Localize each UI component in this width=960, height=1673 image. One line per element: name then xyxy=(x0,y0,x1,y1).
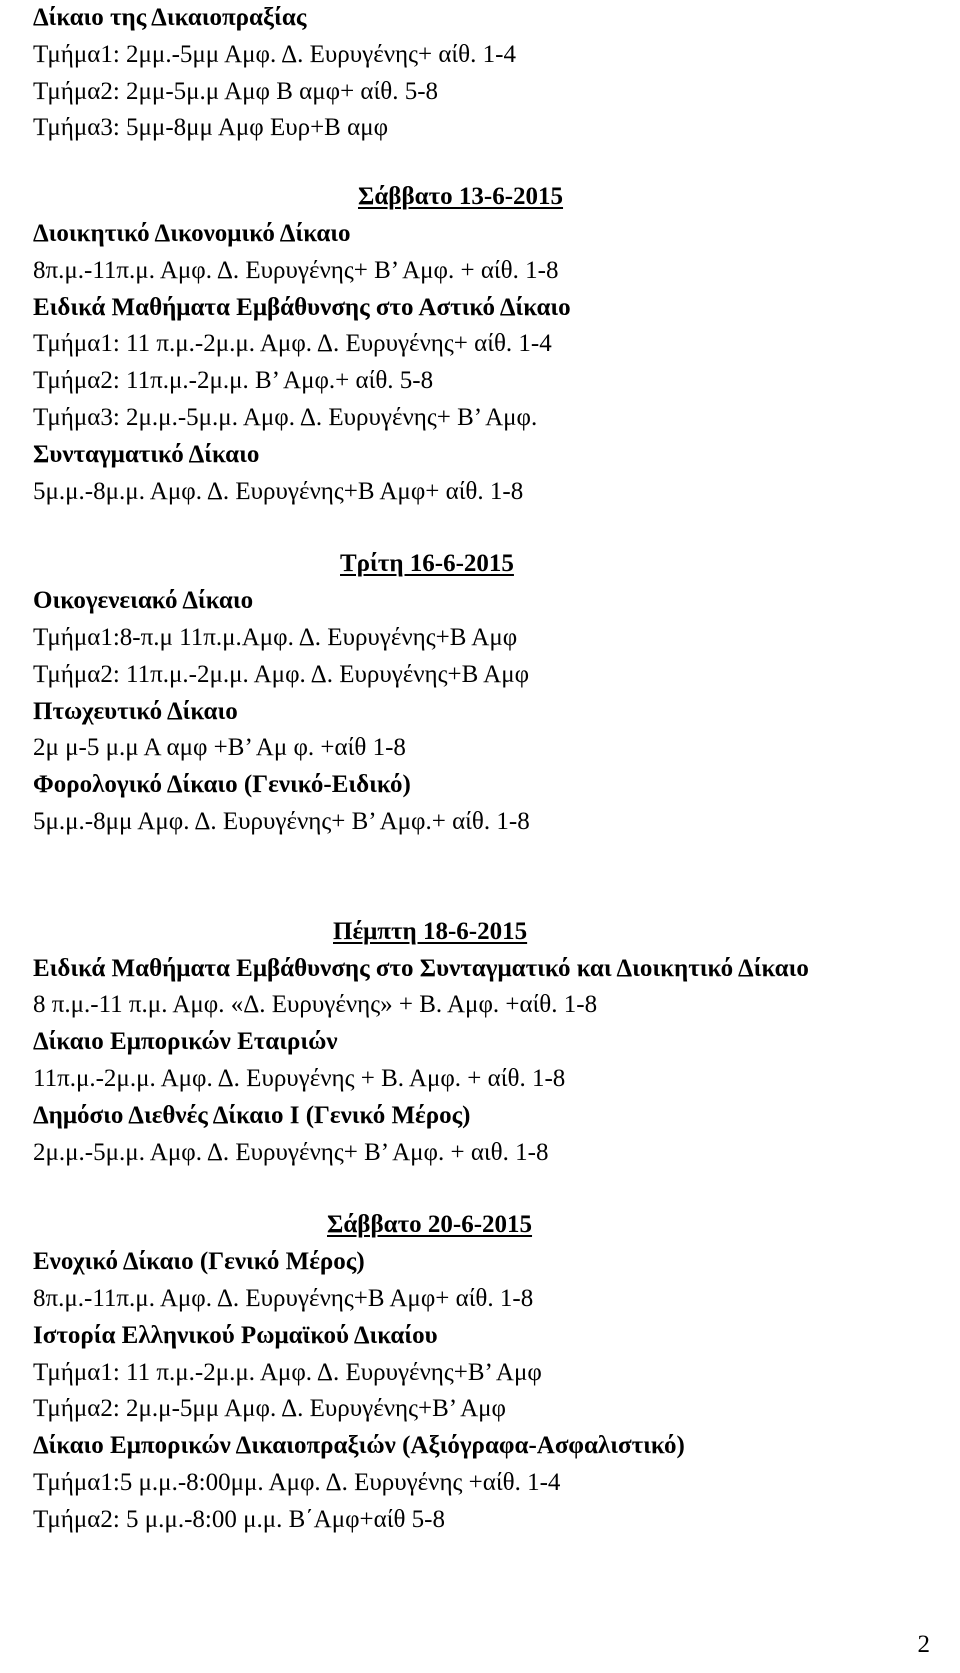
subject-heading: Ειδικά Μαθήματα Εμβάθυνσης στο Συνταγματικό και Διοικητικό Δίκαιο xyxy=(33,954,809,982)
schedule-line: Τμήμα1:8-π.μ 11π.μ.Αμφ. Δ. Ευρυγένης+Β Αμφ xyxy=(33,623,518,651)
spacer xyxy=(33,841,933,914)
schedule-line: Τμήμα2: 5 μ.μ.-8:00 μ.μ. Β΄Αμφ+αίθ 5-8 xyxy=(33,1505,446,1533)
subject-heading: Δίκαιο της Δικαιοπραξίας xyxy=(33,4,307,31)
subject-heading: Συνταγματικό Δίκαιο xyxy=(33,440,260,468)
schedule-line: Τμήμα2: 2μμ-5μ.μ Αμφ Β αμφ+ αίθ. 5-8 xyxy=(33,77,439,105)
date-heading-text: Πέμπτη 18-6-2015 xyxy=(333,917,528,945)
schedule-line: Τμήμα3: 2μ.μ.-5μ.μ. Αμφ. Δ. Ευρυγένης+ Β’ Αμφ. xyxy=(33,403,538,431)
subject-heading: Ενοχικό Δίκαιο (Γενικό Μέρος) xyxy=(33,1248,365,1276)
subject-heading: Διοικητικό Δικονομικό Δίκαιο xyxy=(33,219,351,247)
schedule-line: Τμήμα3: 5μμ-8μμ Αμφ Ευρ+Β αμφ xyxy=(33,114,389,142)
schedule-line: Τμήμα1: 11 π.μ.-2μ.μ. Αμφ. Δ. Ευρυγένης+ αίθ. 1-4 xyxy=(33,330,552,358)
date-heading xyxy=(33,546,933,583)
schedule-line: Τμήμα1:5 μ.μ.-8:00μμ. Αμφ. Δ. Ευρυγένης +αίθ. 1-4 xyxy=(33,1468,561,1496)
spacer xyxy=(33,510,933,546)
schedule-line: Τμήμα1: 2μμ.-5μμ Αμφ. Δ. Ευρυγένης+ αίθ. 1-4 xyxy=(33,40,516,68)
subject-heading: Ειδικά Μαθήματα Εμβάθυνσης στο Αστικό Δίκαιο xyxy=(33,293,571,321)
date-heading-text: Σάββατο 20-6-2015 xyxy=(327,1211,533,1239)
subject-heading: Ιστορία Ελληνικού Ρωμαϊκού Δικαίου xyxy=(33,1321,438,1349)
subject-heading: Δίκαιο Εμπορικών Εταιριών xyxy=(33,1028,338,1056)
schedule-line: Τμήμα2: 11π.μ.-2μ.μ. Αμφ. Δ. Ευρυγένης+Β Αμφ xyxy=(33,660,530,688)
date-heading xyxy=(33,914,933,951)
schedule-line: 8π.μ.-11π.μ. Αμφ. Δ. Ευρυγένης+ Β’ Αμφ. + αίθ. 1-8 xyxy=(33,256,559,284)
spacer xyxy=(33,147,933,179)
schedule-line: Τμήμα2: 11π.μ.-2μ.μ. Β’ Αμφ.+ αίθ. 5-8 xyxy=(33,367,434,395)
subject-heading: Δημόσιο Διεθνές Δίκαιο Ι (Γενικό Μέρος) xyxy=(33,1101,471,1129)
schedule-line: 11π.μ.-2μ.μ. Αμφ. Δ. Ευρυγένης + Β. Αμφ. + αίθ. 1-8 xyxy=(33,1064,566,1092)
date-heading-text: Σάββατο 13-6-2015 xyxy=(358,183,564,211)
schedule-line: 8π.μ.-11π.μ. Αμφ. Δ. Ευρυγένης+Β Αμφ+ αίθ. 1-8 xyxy=(33,1284,534,1312)
date-heading xyxy=(33,179,933,216)
schedule-line: 2μ.μ.-5μ.μ. Αμφ. Δ. Ευρυγένης+ Β’ Αμφ. + αιθ. 1-8 xyxy=(33,1138,549,1166)
date-heading-text: Τρίτη 16-6-2015 xyxy=(340,550,514,578)
exam-schedule-page xyxy=(33,0,933,1538)
schedule-line: Τμήμα1: 11 π.μ.-2μ.μ. Αμφ. Δ. Ευρυγένης+Β’ Αμφ xyxy=(33,1358,542,1386)
subject-heading: Δίκαιο Εμπορικών Δικαιοπραξιών (Αξιόγραφα-Ασφαλιστικό) xyxy=(33,1432,685,1460)
schedule-line: 5μ.μ.-8μμ Αμφ. Δ. Ευρυγένης+ Β’ Αμφ.+ αίθ. 1-8 xyxy=(33,807,530,835)
schedule-line: 5μ.μ.-8μ.μ. Αμφ. Δ. Ευρυγένης+Β Αμφ+ αίθ. 1-8 xyxy=(33,477,524,505)
spacer xyxy=(33,1171,933,1207)
subject-heading: Πτωχευτικό Δίκαιο xyxy=(33,697,238,725)
subject-heading: Φορολογικό Δίκαιο (Γενικό-Ειδικό) xyxy=(33,771,411,799)
schedule-line: Τμήμα2: 2μ.μ-5μμ Αμφ. Δ. Ευρυγένης+Β’ Αμφ xyxy=(33,1395,506,1423)
date-heading xyxy=(33,1207,933,1244)
schedule-line: 8 π.μ.-11 π.μ. Αμφ. «Δ. Ευρυγένης» + Β. Αμφ. +αίθ. 1-8 xyxy=(33,991,598,1019)
page-number: 2 xyxy=(917,1631,930,1658)
schedule-line: 2μ μ-5 μ.μ Α αμφ +Β’ Αμ φ. +αίθ 1-8 xyxy=(33,734,406,762)
subject-heading: Οικογενειακό Δίκαιο xyxy=(33,587,254,615)
